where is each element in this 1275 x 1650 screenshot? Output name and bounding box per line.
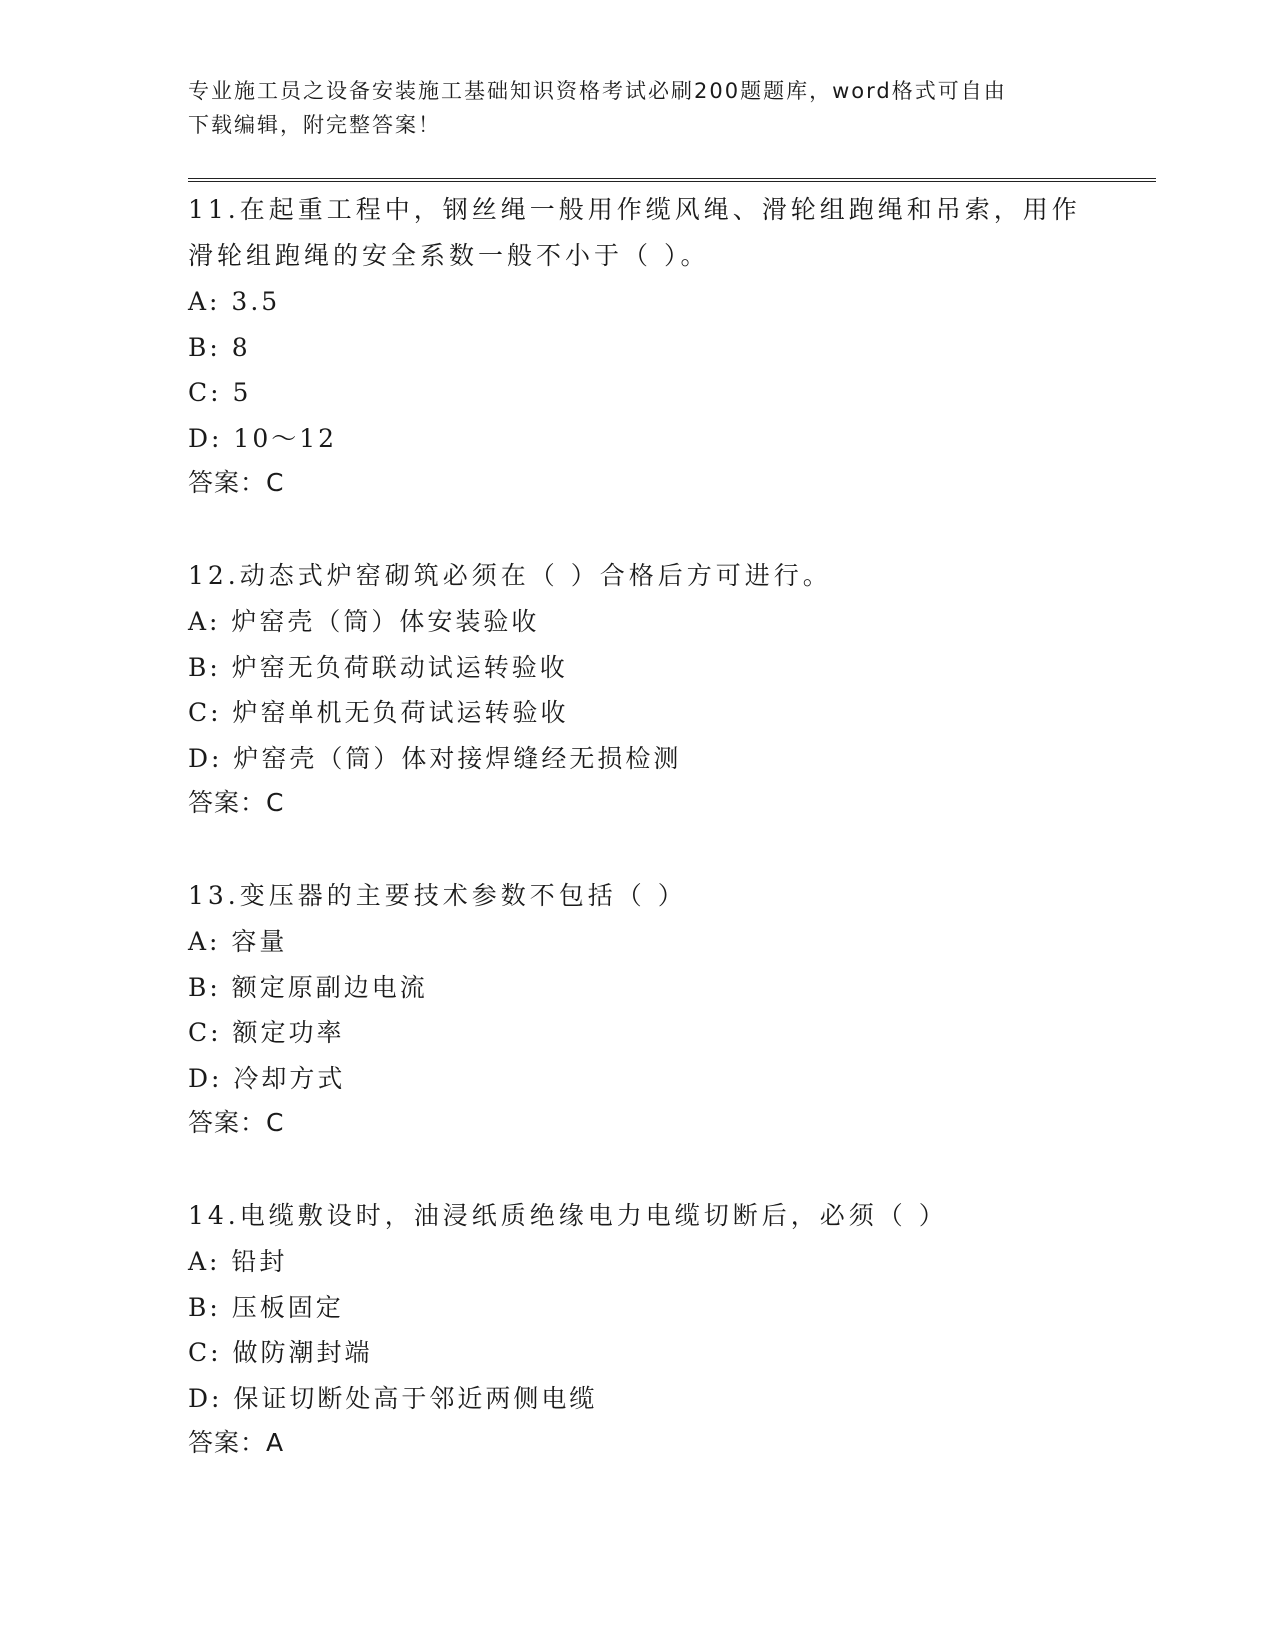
- header-line-2: 下载编辑，附完整答案！: [188, 113, 441, 137]
- question-stem-continued: 滑轮组跑绳的安全系数一般不小于（ ）。: [188, 241, 710, 270]
- option-d: D: 冷却方式: [188, 1063, 346, 1093]
- question-12: [188, 553, 1088, 825]
- option-b: B: 额定原副边电流: [188, 972, 428, 1002]
- option-d: D: 炉窑壳（筒）体对接焊缝经无损检测: [188, 743, 682, 773]
- option-b: B: 压板固定: [188, 1292, 344, 1322]
- question-list: [188, 187, 1088, 1513]
- option-d: D: 10～12: [188, 423, 338, 453]
- answer: 答案：C: [188, 788, 285, 817]
- option-b: B: 炉窑无负荷联动试运转验收: [188, 652, 568, 682]
- option-c: C: 炉窑单机无负荷试运转验收: [188, 698, 569, 727]
- option-a: A: 容量: [188, 927, 288, 956]
- answer: 答案：A: [188, 1428, 285, 1457]
- option-d: D: 保证切断处高于邻近两侧电缆: [188, 1383, 598, 1413]
- option-c: C: 额定功率: [188, 1018, 345, 1047]
- answer: 答案：C: [188, 1108, 285, 1137]
- question-14: [188, 1193, 1088, 1465]
- option-c: C: 做防潮封端: [188, 1338, 373, 1367]
- answer: 答案：C: [188, 468, 285, 497]
- question-13: [188, 873, 1088, 1145]
- option-a: A: 炉窑壳（筒）体安装验收: [188, 607, 540, 636]
- question-stem: 11.在起重工程中，钢丝绳一般用作缆风绳、滑轮组跑绳和吊索，用作: [188, 195, 1081, 224]
- header-double-rule: [188, 178, 1156, 182]
- option-a: A: 3.5: [188, 287, 281, 316]
- header-line-1: 专业施工员之设备安装施工基础知识资格考试必刷200题题库，word格式可自由: [188, 79, 1007, 103]
- document-header: [188, 74, 1078, 142]
- question-stem: 12.动态式炉窑砌筑必须在（ ）合格后方可进行。: [188, 561, 832, 590]
- option-b: B: 8: [188, 332, 251, 362]
- question-stem: 14.电缆敷设时，油浸纸质绝缘电力电缆切断后，必须（ ）: [188, 1201, 948, 1230]
- question-11: [188, 187, 1088, 505]
- option-c: C: 5: [188, 378, 252, 407]
- question-stem: 13.变压器的主要技术参数不包括（ ）: [188, 881, 687, 910]
- option-a: A: 铅封: [188, 1247, 288, 1276]
